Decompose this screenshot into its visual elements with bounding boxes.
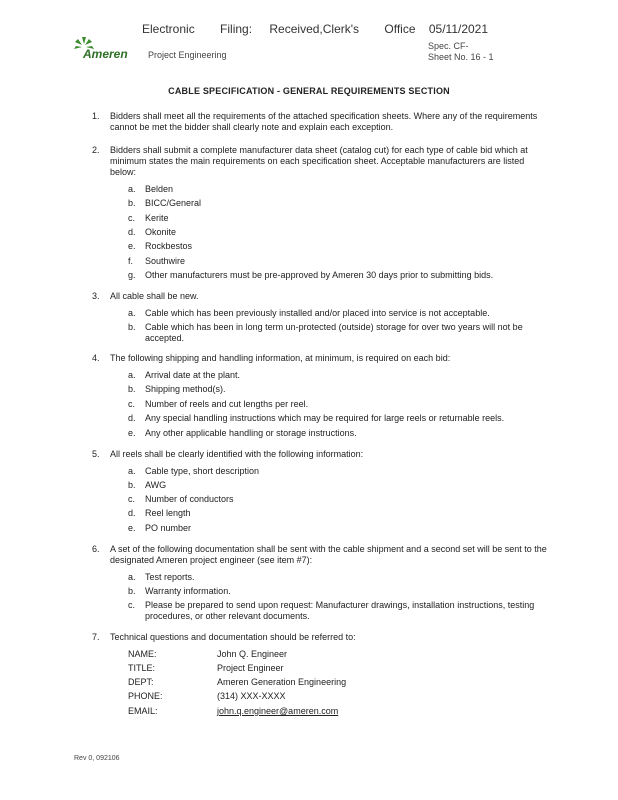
- sub-text: Any other applicable handling or storage instructions.: [145, 428, 357, 438]
- spec-block: [428, 41, 494, 63]
- sub-text: Arrival date at the plant.: [145, 370, 241, 380]
- stamp-date: 05/11/2021: [428, 22, 489, 36]
- item-number: 3.: [92, 291, 100, 301]
- sub-letter: e.: [128, 241, 136, 251]
- sub-letter: c.: [128, 399, 136, 409]
- contact-label: NAME:: [128, 649, 157, 659]
- contact-value: John Q. Engineer: [217, 649, 288, 659]
- item-text: Bidders shall submit a complete manufacturer data sheet (catalog cut) for each type of cable bid which at minimum states the main requirements on each specification sheet. Acceptable manufacturers are listed below:: [110, 145, 528, 177]
- sub-letter: b.: [128, 198, 136, 208]
- item-number: 4.: [92, 353, 100, 363]
- sub-letter: e.: [128, 523, 136, 533]
- sub-letter: b.: [128, 586, 136, 596]
- sub-text: Reel length: [145, 508, 191, 518]
- sub-letter: b.: [128, 384, 136, 394]
- item-text: Bidders shall meet all the requirements of the attached specification sheets. Where any of the requirements cannot be met the bidder shall clearly note and explain each exception.: [110, 111, 538, 132]
- sheet-number: Sheet No. 16 - 1: [428, 52, 494, 62]
- spec-number: Spec. CF-: [428, 41, 469, 51]
- sub-text: Any special handling instructions which may be required for large reels or returnable reels.: [145, 413, 505, 423]
- sub-text: Kerite: [145, 213, 169, 223]
- contact-value: Ameren Generation Engineering: [217, 677, 347, 687]
- sub-letter: c.: [128, 494, 136, 504]
- item-number: 5.: [92, 449, 100, 459]
- sub-letter: d.: [128, 508, 136, 518]
- sub-letter: a.: [128, 466, 136, 476]
- sub-letter: c.: [128, 600, 136, 610]
- sub-text: Okonite: [145, 227, 177, 237]
- sub-text: Shipping method(s).: [145, 384, 226, 394]
- item-text: All reels shall be clearly identified with the following information:: [110, 449, 364, 459]
- sub-letter: d.: [128, 413, 136, 423]
- contact-value: Project Engineer: [217, 663, 284, 673]
- item-number: 1.: [92, 111, 100, 121]
- stamp-filing: Filing:: [220, 22, 253, 36]
- filing-stamp: [142, 22, 488, 36]
- sub-letter: a.: [128, 308, 136, 318]
- item-text: Technical questions and documentation should be referred to:: [110, 632, 356, 642]
- contact-label: DEPT:: [128, 677, 154, 687]
- sub-letter: a.: [128, 572, 136, 582]
- stamp-electronic: Electronic: [142, 22, 195, 36]
- item-number: 6.: [92, 544, 100, 554]
- sub-text: Please be prepared to send upon request: Manufacturer drawings, installation instructions, testing procedures, or other relevant documents.: [145, 600, 535, 621]
- sub-text: Cable which has been in long term un-protected (outside) storage for over two years will not be accepted.: [145, 322, 523, 343]
- sub-text: Number of reels and cut lengths per reel.: [145, 399, 309, 409]
- ameren-logo: [74, 35, 136, 61]
- item-text: All cable shall be new.: [110, 291, 199, 301]
- stamp-office: Office: [384, 22, 416, 36]
- sub-text: Test reports.: [145, 572, 195, 582]
- sub-letter: f.: [128, 256, 134, 266]
- revision-footer: Rev 0, 092106: [74, 755, 120, 762]
- sub-text: Belden: [145, 184, 174, 194]
- email-link[interactable]: john.q.engineer@ameren.com: [217, 706, 339, 716]
- sub-text: PO number: [145, 523, 192, 533]
- document-title: CABLE SPECIFICATION - GENERAL REQUIREMENTS SECTION: [168, 86, 450, 96]
- sub-letter: a.: [128, 184, 136, 194]
- logo-text: Ameren: [83, 47, 128, 61]
- sub-letter: g.: [128, 270, 136, 280]
- sub-text: Cable which has been previously installed and/or placed into service is not acceptable.: [145, 308, 490, 318]
- stamp-received: Received,Clerk's: [269, 22, 360, 36]
- contact-label: TITLE:: [128, 663, 156, 673]
- item-number: 2.: [92, 145, 100, 155]
- contact-label: PHONE:: [128, 691, 163, 701]
- sub-letter: b.: [128, 322, 136, 332]
- sub-text: Number of conductors: [145, 494, 234, 504]
- sub-text: Southwire: [145, 256, 186, 266]
- sub-text: Cable type, short description: [145, 466, 260, 476]
- sub-letter: a.: [128, 370, 136, 380]
- contact-value: (314) XXX-XXXX: [217, 691, 286, 701]
- sub-text: Warranty information.: [145, 586, 231, 596]
- project-label: Project Engineering: [148, 50, 227, 60]
- sub-letter: d.: [128, 227, 136, 237]
- sub-letter: b.: [128, 480, 136, 490]
- sub-text: AWG: [145, 480, 167, 490]
- item-text: A set of the following documentation shall be sent with the cable shipment and a second set will be sent to the designated Ameren project engineer (see item #7):: [110, 544, 547, 565]
- sub-text: Other manufacturers must be pre-approved by Ameren 30 days prior to submitting bids.: [145, 270, 494, 280]
- sub-text: Rockbestos: [145, 241, 193, 251]
- sub-letter: e.: [128, 428, 136, 438]
- sub-letter: c.: [128, 213, 136, 223]
- item-text: The following shipping and handling information, at minimum, is required on each bid:: [110, 353, 451, 363]
- item-number: 7.: [92, 632, 100, 642]
- contact-label: EMAIL:: [128, 706, 158, 716]
- sub-text: BICC/General: [145, 198, 202, 208]
